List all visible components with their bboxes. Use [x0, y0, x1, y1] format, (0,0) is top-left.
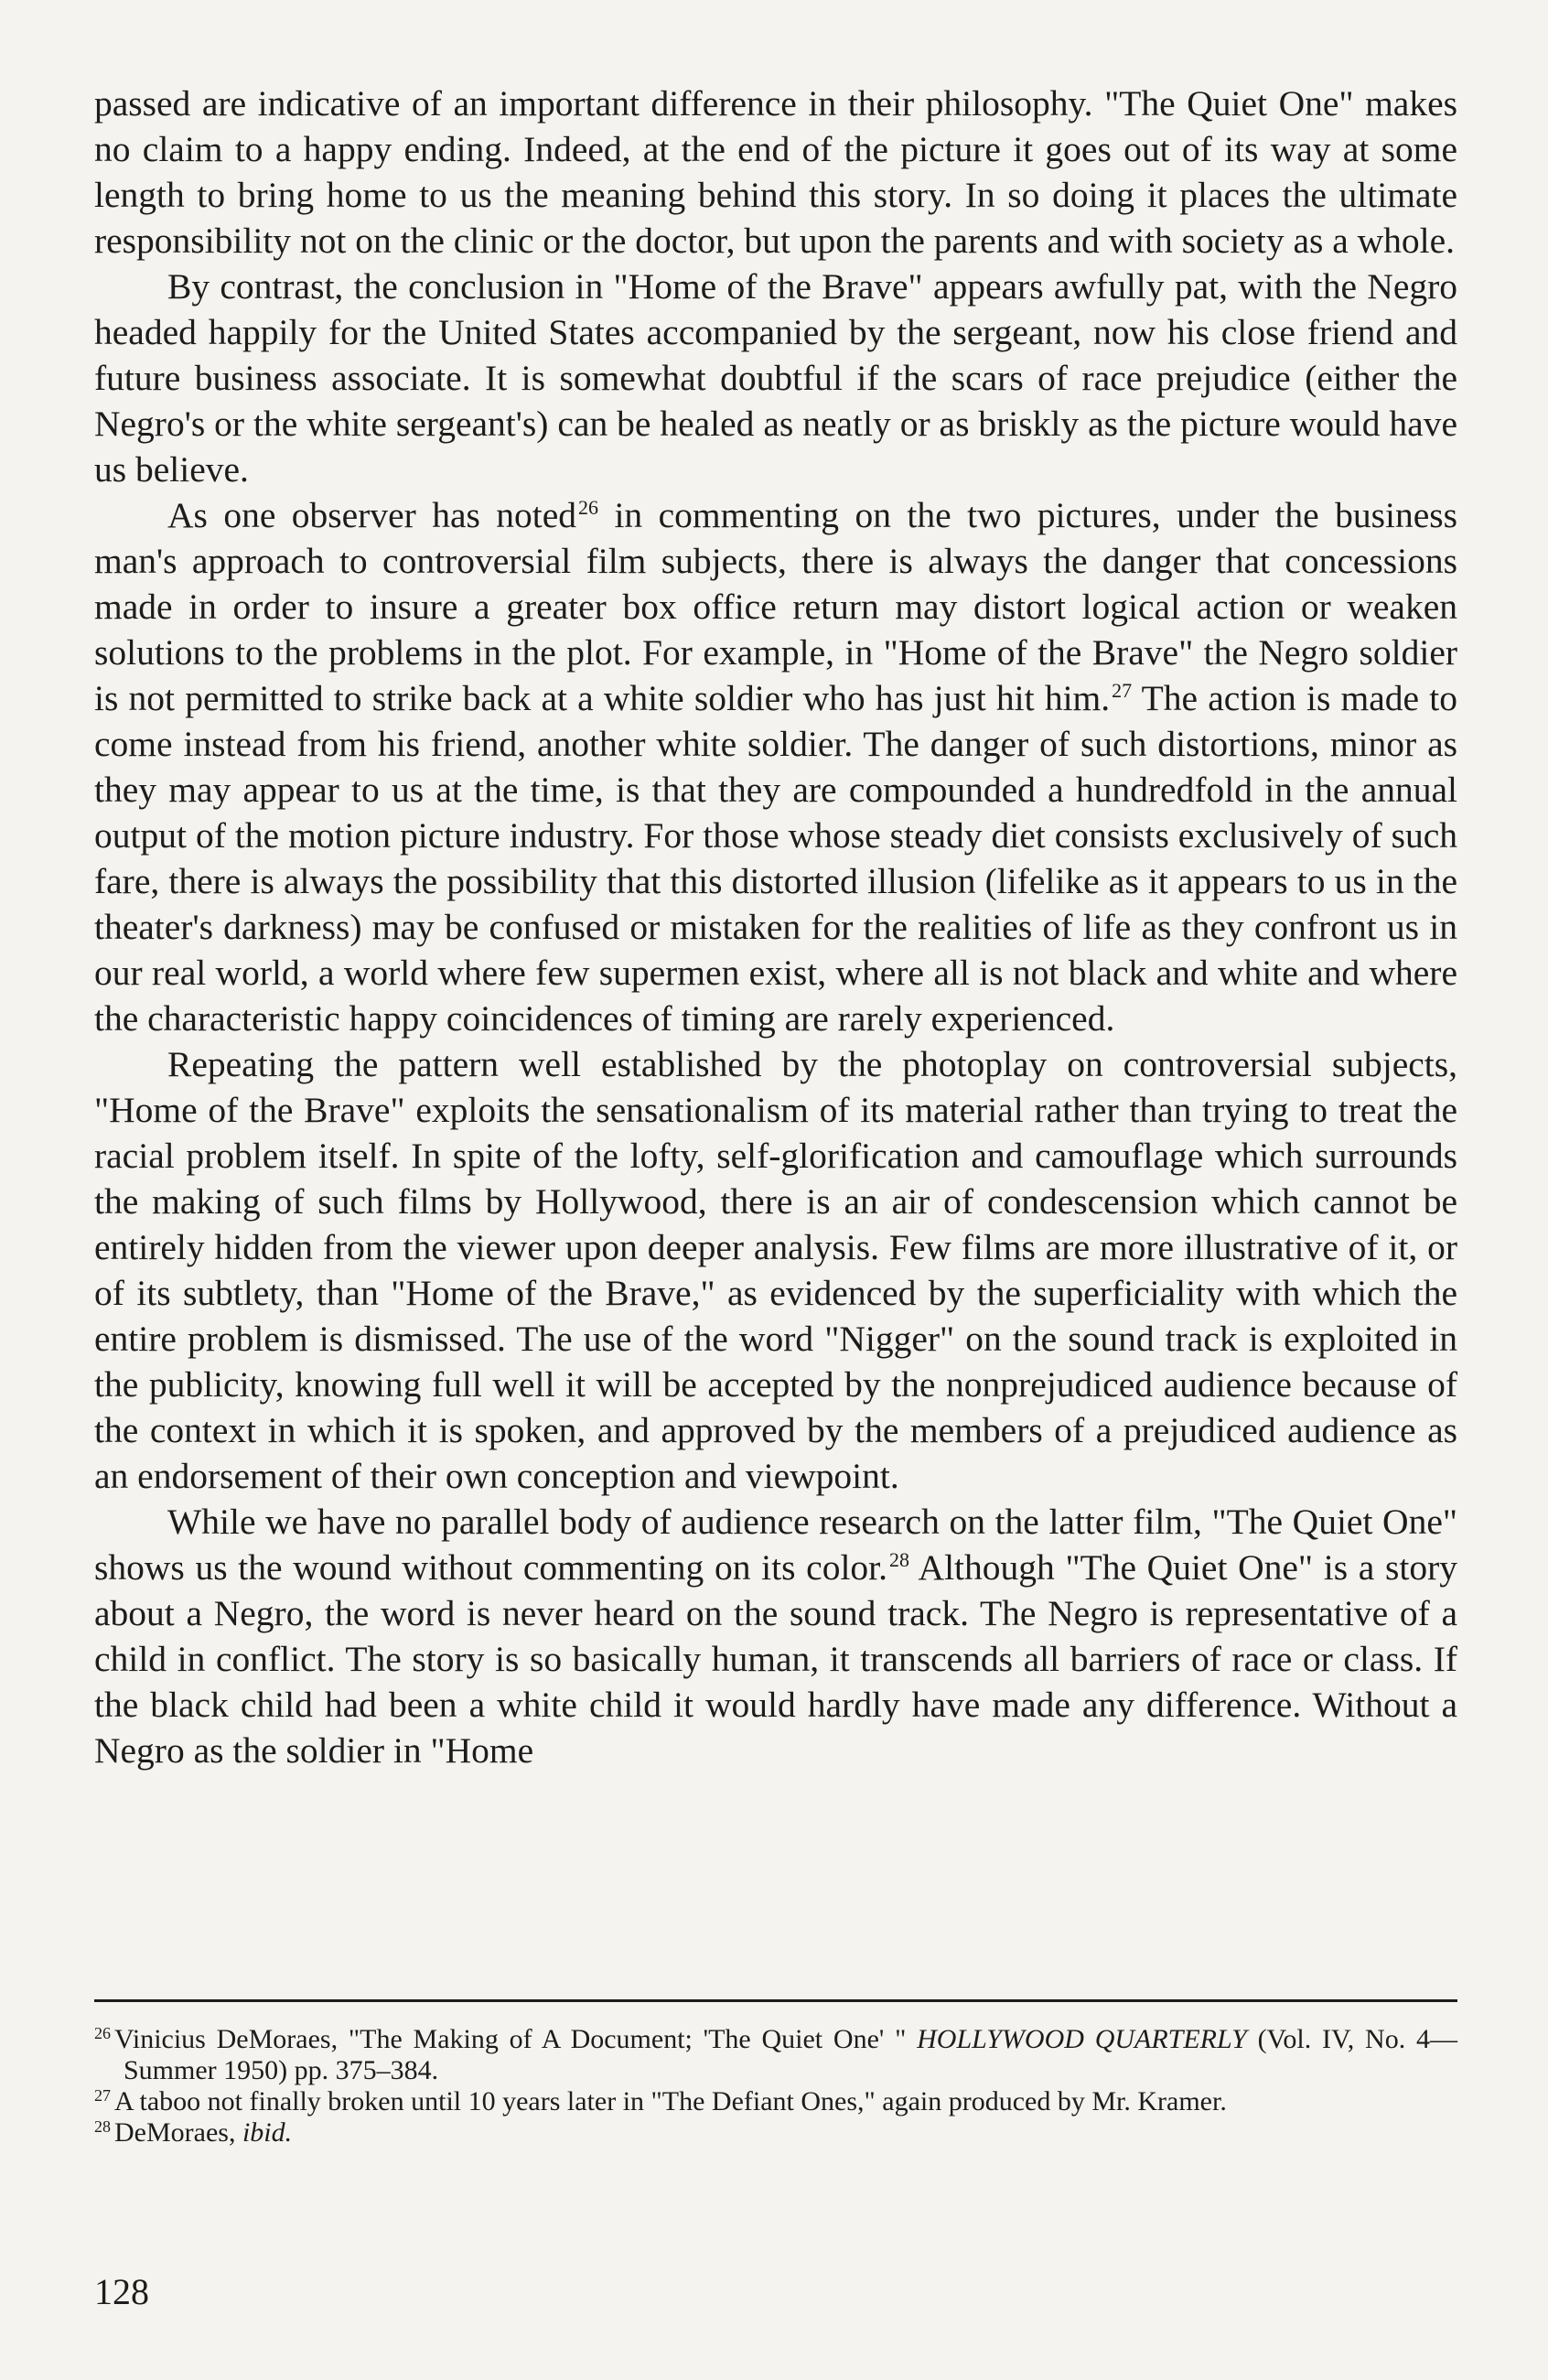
footnote-divider: [94, 1999, 1457, 2002]
footnote-reference: 27: [1112, 679, 1133, 702]
footnote-text: A taboo not finally broken until 10 years later in "The Defiant Ones," again produced by Mr. Kramer.: [114, 2086, 1227, 2116]
footnote-italic: ibid.: [242, 2117, 293, 2148]
footnote-27: 27 A taboo not finally broken until 10 years later in "The Defiant Ones," again produced by Mr. Kramer.: [94, 2086, 1227, 2116]
footnote-text: Vinicius DeMoraes, "The Making of A Document; 'The Quiet One' ": [114, 2024, 918, 2054]
paragraph-text: Although "The Quiet One" is a story about a Negro, the word is never heard on the sound track. The Negro is representative of a child in conflict. The story is so basically human, it transcends all barriers of race or class. If the black child had been a white child it would hardly have made any difference. Without a Negro as the soldier in "Home: [94, 1547, 1457, 1771]
footnote-28: 28 DeMoraes, ibid.: [94, 2117, 293, 2148]
footnote-text: (Vol. IV, No. 4—Summer 1950) pp. 375–384.: [124, 2024, 1457, 2085]
paragraph-text: By contrast, the conclusion in "Home of the Brave" appears awfully pat, with the Negro headed happily for the United States accompanied by the sergeant, now his close friend and future business associate. It is somewhat doubtful if the scars of race prejudice (either the Negro's or the white sergeant's) can be healed as neatly or as briskly as the picture would have us believe.: [94, 266, 1457, 490]
paragraph: [94, 1499, 1457, 1773]
paragraph-text: While we have no parallel body of audience research on the latter film, "The Quiet One" shows us the wound without commenting on its color.: [94, 1502, 1457, 1588]
body-text: [94, 81, 1457, 1773]
paragraph: [94, 264, 1457, 492]
footnote-26: 26 Vinicius DeMoraes, "The Making of A Document; 'The Quiet One' " HOLLYWOOD QUARTERLY (Vol. IV, No. 4—Summer 1950) pp. 375–384.: [94, 2024, 1457, 2085]
paragraph-text: in commenting on the two pictures, under the business man's approach to controversial film subjects, there is always the danger that concessions made in order to insure a greater box office return may distort logical action or weaken solutions to the problems in the plot. For example, in "Home of the Brave" the Negro soldier is not permitted to strike back at a white soldier who has just hit him.: [94, 495, 1457, 718]
paragraph: [94, 81, 1457, 264]
footnotes: [94, 2024, 1457, 2148]
paragraph: [94, 1041, 1457, 1499]
paragraph: [94, 492, 1457, 1041]
paragraph-text: The action is made to come instead from his friend, another white soldier. The danger of such distortions, minor as they may appear to us at the time, is that they are compounded a hundredfold in the annual output of the motion picture industry. For those whose steady diet consists exclusively of such fare, there is always the possibility that this distorted illusion (lifelike as it appears to us in the theater's darkness) may be confused or mistaken for the realities of life as they confront us in our real world, a world where few supermen exist, where all is not black and white and where the characteristic happy coincidences of timing are rarely experienced.: [94, 678, 1457, 1039]
paragraph-text: passed are indicative of an important difference in their philosophy. "The Quiet One" makes no claim to a happy ending. Indeed, at the end of the picture it goes out of its way at some length to bring home to us the meaning behind this story. In so doing it places the ultimate responsibility not on the clinic or the doctor, but upon the parents and with society as a whole.: [94, 83, 1457, 261]
footnote-reference: 26: [578, 496, 599, 519]
page-number: 128: [94, 2271, 149, 2312]
paragraph-text: As one observer has noted: [167, 495, 577, 535]
paragraph-text: Repeating the pattern well established by the photoplay on controversial subjects, "Home of the Brave" exploits the sensationalism of its material rather than trying to treat the racial problem itself. In spite of the lofty, self-glorification and camouflage which surrounds the making of such films by Hollywood, there is an air of condescension which cannot be entirely hidden from the viewer upon deeper analysis. Few films are more illustrative of it, or of its subtlety, than "Home of the Brave," as evidenced by the superficiality with which the entire problem is dismissed. The use of the word "Nigger" on the sound track is exploited in the publicity, knowing full well it will be accepted by the nonprejudiced audience because of the context in which it is spoken, and approved by the members of a prejudiced audience as an endorsement of their own conception and viewpoint.: [94, 1044, 1457, 1496]
footnote-text: DeMoraes,: [114, 2117, 242, 2148]
footnote-reference: 28: [889, 1548, 910, 1571]
footnote-publication: HOLLYWOOD QUARTERLY: [917, 2024, 1247, 2054]
